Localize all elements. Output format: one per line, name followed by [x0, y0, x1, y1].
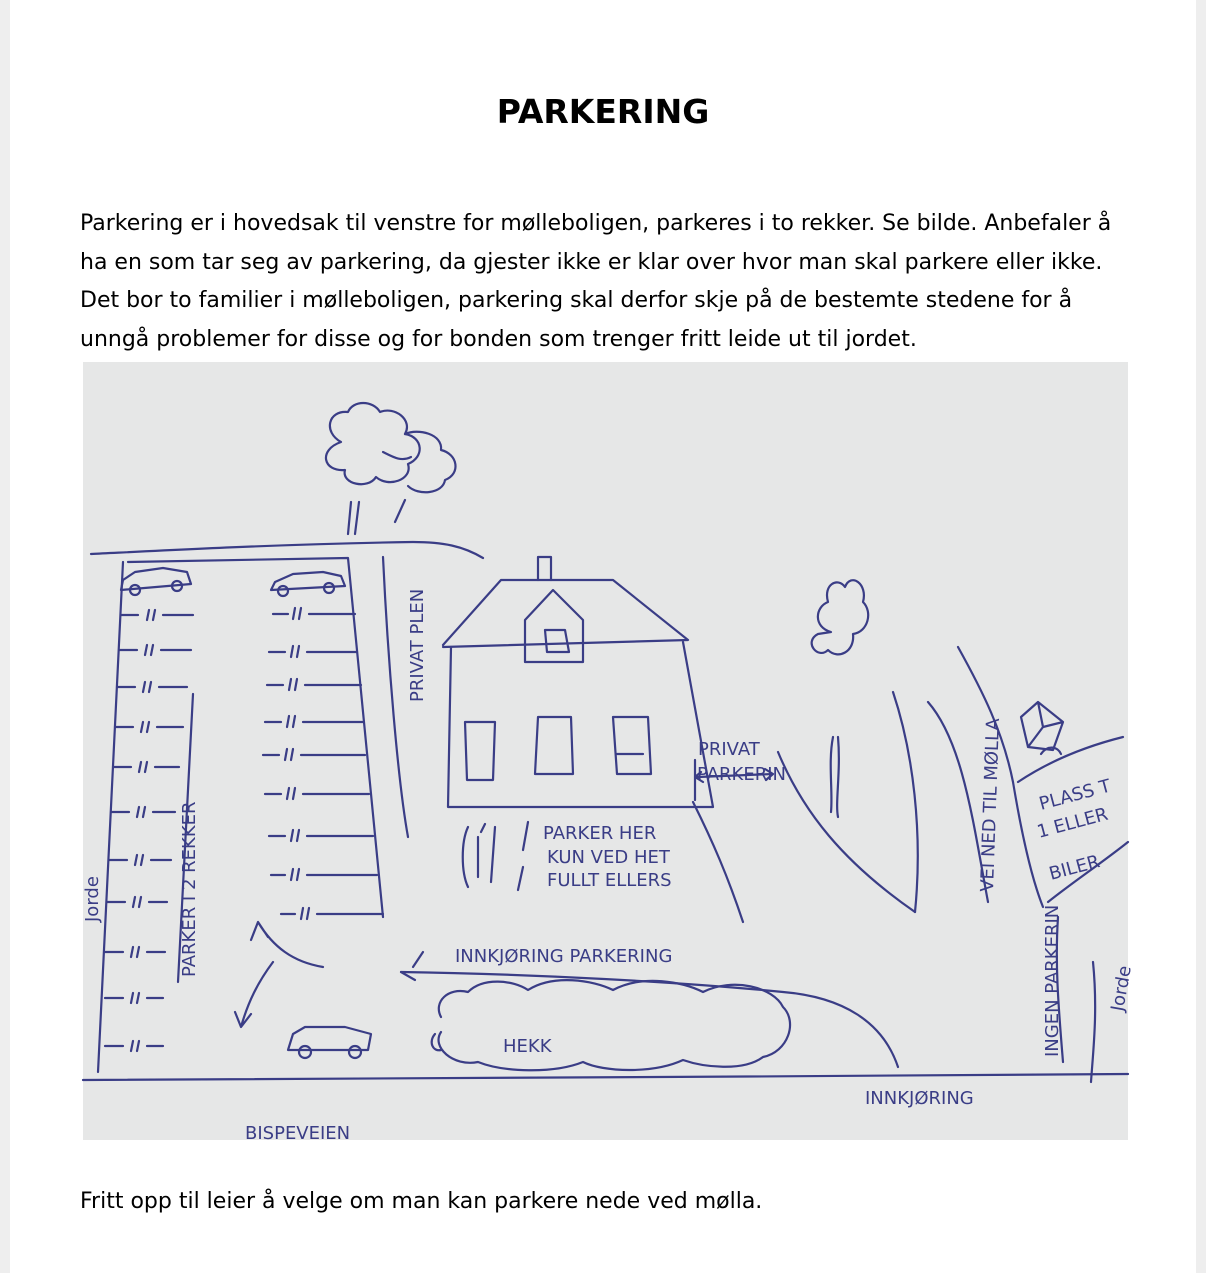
- label-parker-rekker: PARKER I 2 REKKER: [179, 801, 200, 977]
- intro-paragraph: Parkering er i hovedsak til venstre for mølleboligen, parkeres i to rekker. Se bilde. Anbefaler å ha en som tar seg av parkering, da gjester ikke er klar over hvor man skal parkere eller ikke. Det bor to familier i mølleboligen, parkering skal derfor skje på de bestemte stedene for å unngå problemer for disse og for bonden som trenger fritt leide ut til jordet.: [80, 211, 1112, 352]
- car-icon-1: [121, 568, 191, 595]
- label-jorde-left: Jorde: [82, 876, 103, 922]
- closing-paragraph: Fritt opp til leier å velge om man kan parkere nede ved mølla.: [80, 1189, 763, 1214]
- label-hekk: HEKK: [503, 1036, 552, 1057]
- car-icon-2: [271, 572, 345, 596]
- car-icon-3: [288, 1027, 371, 1058]
- parking-marks-middle: [263, 608, 383, 919]
- label-ingen-parkering: INGEN PARKERIN: [1042, 904, 1063, 1057]
- label-parker-her-3: FULLT ELLERS: [547, 870, 672, 891]
- label-privat-plen: PRIVAT PLEN: [407, 588, 428, 702]
- label-privat-parkering-2: PARKERIN: [697, 764, 786, 785]
- parking-sketch-image: [82, 362, 1136, 1144]
- label-plass-3: BILER: [1046, 851, 1103, 885]
- label-bispeveien: BISPEVEIEN: [245, 1123, 351, 1144]
- label-plass-1: PLASS T: [1036, 775, 1113, 815]
- label-innkjoring: INNKJØRING: [865, 1088, 974, 1109]
- hedge-icon: [432, 980, 790, 1070]
- label-jorde-right: Jorde: [1107, 964, 1136, 1013]
- label-innkjoring-parkering: INNKJØRING PARKERING: [455, 946, 673, 967]
- tree-icon: [326, 403, 456, 534]
- label-parker-her-1: PARKER HER: [543, 823, 657, 844]
- tree-icon-2: [812, 580, 869, 817]
- box-icon: [1021, 702, 1063, 754]
- label-privat-parkering-1: PRIVAT: [698, 739, 760, 760]
- label-vei-ned-til-molla: VEI NED TIL MØLLA: [977, 717, 1005, 893]
- label-parker-her-2: KUN VED HET: [547, 847, 670, 868]
- page-title: PARKERING: [496, 92, 710, 131]
- label-plass-2: 1 ELLER: [1034, 803, 1111, 843]
